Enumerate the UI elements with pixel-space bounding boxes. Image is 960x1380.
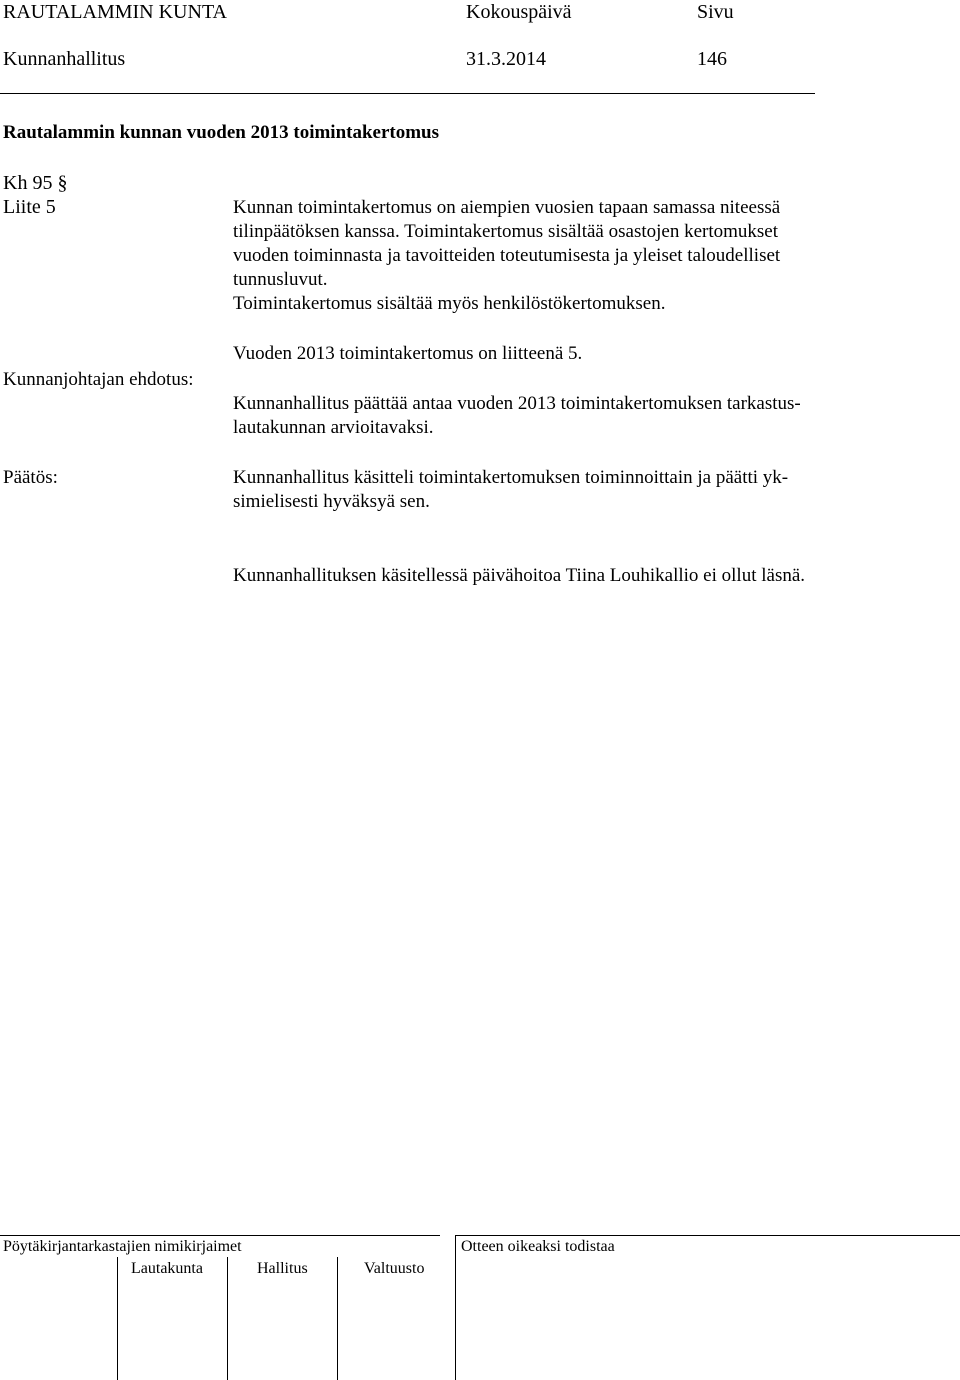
footer-vertical-rule	[455, 1235, 456, 1380]
intro-line: tilinpäätöksen kanssa. Toimintakertomus sisältää osastojen kertomukset	[233, 221, 778, 242]
attachment-label: Liite 5	[3, 196, 56, 218]
intro-line: tunnusluvut.	[233, 269, 328, 290]
document-title: Rautalammin kunnan vuoden 2013 toimintakertomus	[3, 122, 440, 143]
meeting-date: 31.3.2014	[466, 48, 546, 70]
proposal-line: lautakunnan arvioitavaksi.	[233, 417, 434, 438]
org-name: RAUTALAMMIN KUNTA	[3, 1, 228, 23]
decision-note-text: Kunnanhallituksen käsitellessä päivähoitoa Tiina Louhikallio ei ollut läsnä.	[233, 565, 806, 586]
intro-paragraph	[233, 196, 873, 316]
footer-col-divider-2	[227, 1257, 228, 1380]
body-name: Kunnanhallitus	[3, 48, 126, 70]
decision-label: Päätös:	[3, 467, 58, 488]
certified-label: Otteen oikeaksi todistaa	[461, 1238, 615, 1255]
initials-label: Pöytäkirjantarkastajien nimikirjaimet	[3, 1238, 242, 1255]
footer-col-hallitus: Hallitus	[257, 1260, 308, 1277]
decision-note	[233, 564, 873, 588]
page-number: 146	[697, 48, 727, 70]
footer-col-lautakunta: Lautakunta	[131, 1260, 203, 1277]
proposal-text	[233, 392, 873, 440]
decision-line: Kunnanhallitus käsitteli toimintakertomuksen toiminnoittain ja päätti yk-	[233, 467, 789, 488]
page-label: Sivu	[697, 1, 734, 23]
intro-line: Toimintakertomus sisältää myös henkilöstökertomuksen.	[233, 293, 666, 314]
decision-text	[233, 466, 873, 514]
decision-line: simielisesti hyväksyä sen.	[233, 491, 430, 512]
attachment-note	[233, 342, 873, 366]
meeting-date-label: Kokouspäivä	[466, 1, 572, 23]
section-number: Kh 95 §	[3, 172, 68, 194]
intro-line: vuoden toiminnasta ja tavoitteiden toteutumisesta ja yleiset taloudelliset	[233, 245, 781, 266]
proposal-line: Kunnanhallitus päättää antaa vuoden 2013 toimintakertomuksen tarkastus-	[233, 393, 801, 414]
intro-line: Kunnan toimintakertomus on aiempien vuosien tapaan samassa niteessä	[233, 197, 781, 218]
footer-col-divider-1	[117, 1257, 118, 1380]
attachment-note-text: Vuoden 2013 toimintakertomus on liitteenä 5.	[233, 343, 583, 364]
header-divider	[0, 93, 815, 94]
footer-col-divider-3	[337, 1257, 338, 1380]
footer-col-valtuusto: Valtuusto	[364, 1260, 425, 1277]
proposal-label: Kunnanjohtajan ehdotus:	[3, 369, 194, 390]
